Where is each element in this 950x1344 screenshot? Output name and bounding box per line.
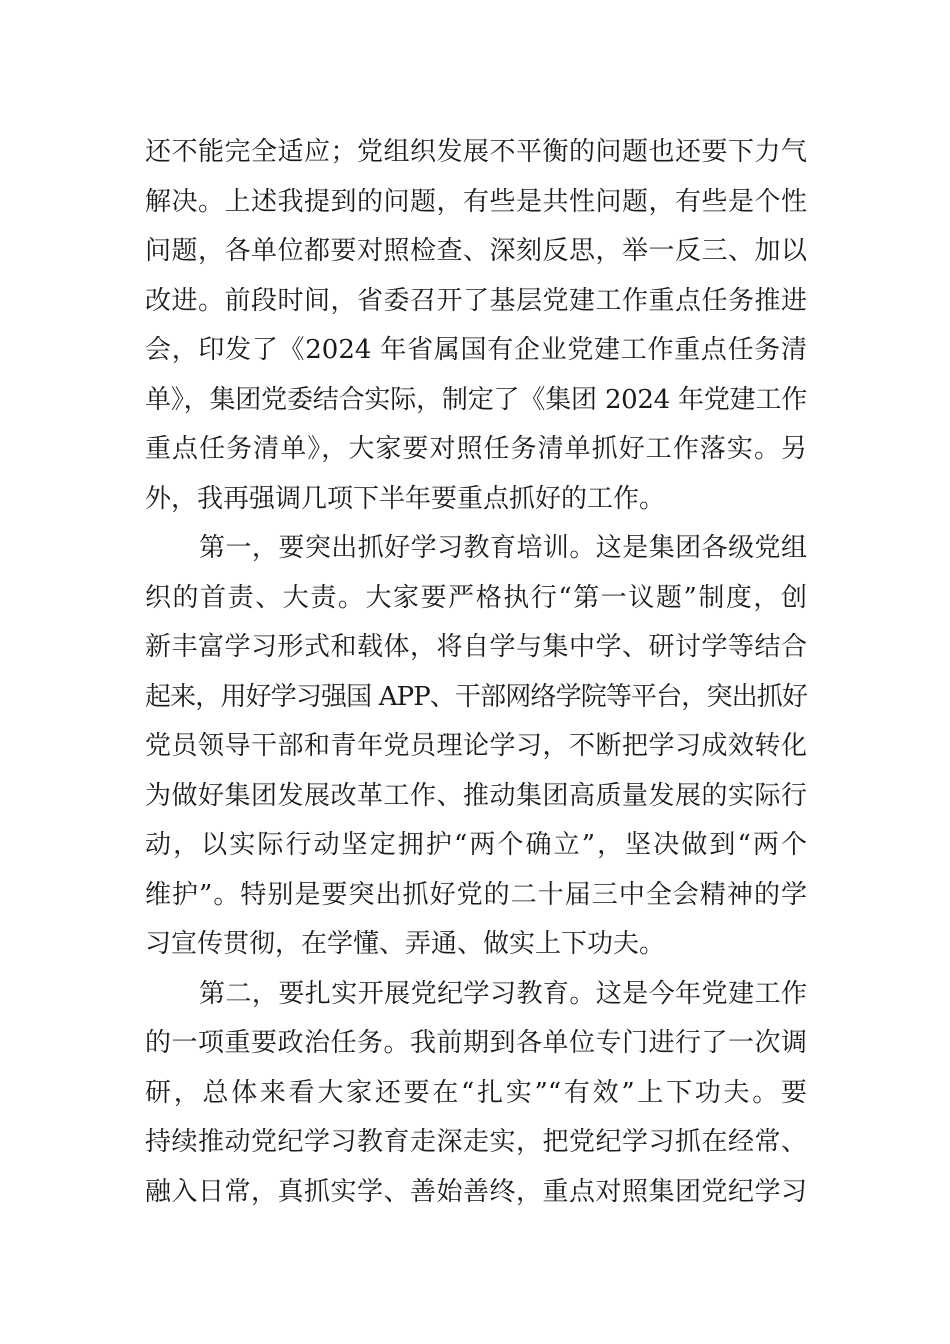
text-line: 解决。上述我提到的问题，有些是共性问题，有些是个性 (145, 186, 807, 217)
text-line: 习宣传贯彻，在学懂、弄通、做实上下功夫。 (145, 929, 666, 959)
paragraph-start-line: 第二，要扎实开展党纪学习教育。这是今年党建工作 (199, 978, 807, 1009)
text-line: 织的首责、大责。大家要严格执行“第一议题”制度，创 (145, 582, 807, 613)
text-line: 还不能完全适应；党组织发展不平衡的问题也还要下力气 (145, 137, 807, 167)
text-line: 重点任务清单》，大家要对照任务清单抓好工作落实。另 (145, 434, 807, 464)
text-line: 外，我再强调几项下半年要重点抓好的工作。 (145, 483, 666, 514)
text-line: 研，总体来看大家还要在“扎实”“有效”上下功夫。要 (145, 1077, 807, 1108)
text-line: 党员领导干部和青年党员理论学习，不断把学习成效转化 (145, 731, 807, 761)
body-text (145, 128, 807, 1217)
text-line: 维护”。特别是要突出抓好党的二十届三中全会精神的学 (145, 879, 807, 910)
text-line: 新丰富学习形式和载体，将自学与集中学、研讨学等结合 (145, 632, 807, 662)
text-line: 起来，用好学习强国 APP、干部网络学院等平台，突出抓好 (145, 681, 807, 712)
paragraph-start-line: 第一，要突出抓好学习教育培训。这是集团各级党组 (199, 533, 807, 563)
text-line: 的一项重要政治任务。我前期到各单位专门进行了一次调 (145, 1028, 807, 1058)
text-line: 融入日常，真抓实学、善始善终，重点对照集团党纪学习 (145, 1176, 807, 1207)
text-line: 持续推动党纪学习教育走深走实，把党纪学习抓在经常、 (145, 1127, 807, 1157)
text-line: 动，以实际行动坚定拥护“两个确立”，坚决做到“两个 (145, 830, 807, 860)
text-line: 为做好集团发展改革工作、推动集团高质量发展的实际行 (145, 780, 807, 811)
text-line: 单》，集团党委结合实际，制定了《集团 2024 年党建工作 (145, 384, 807, 415)
text-line: 改进。前段时间，省委召开了基层党建工作重点任务推进 (145, 285, 807, 316)
text-line: 问题，各单位都要对照检查、深刻反思，举一反三、加以 (145, 236, 807, 266)
text-line: 会，印发了《2024 年省属国有企业党建工作重点任务清 (145, 335, 807, 365)
